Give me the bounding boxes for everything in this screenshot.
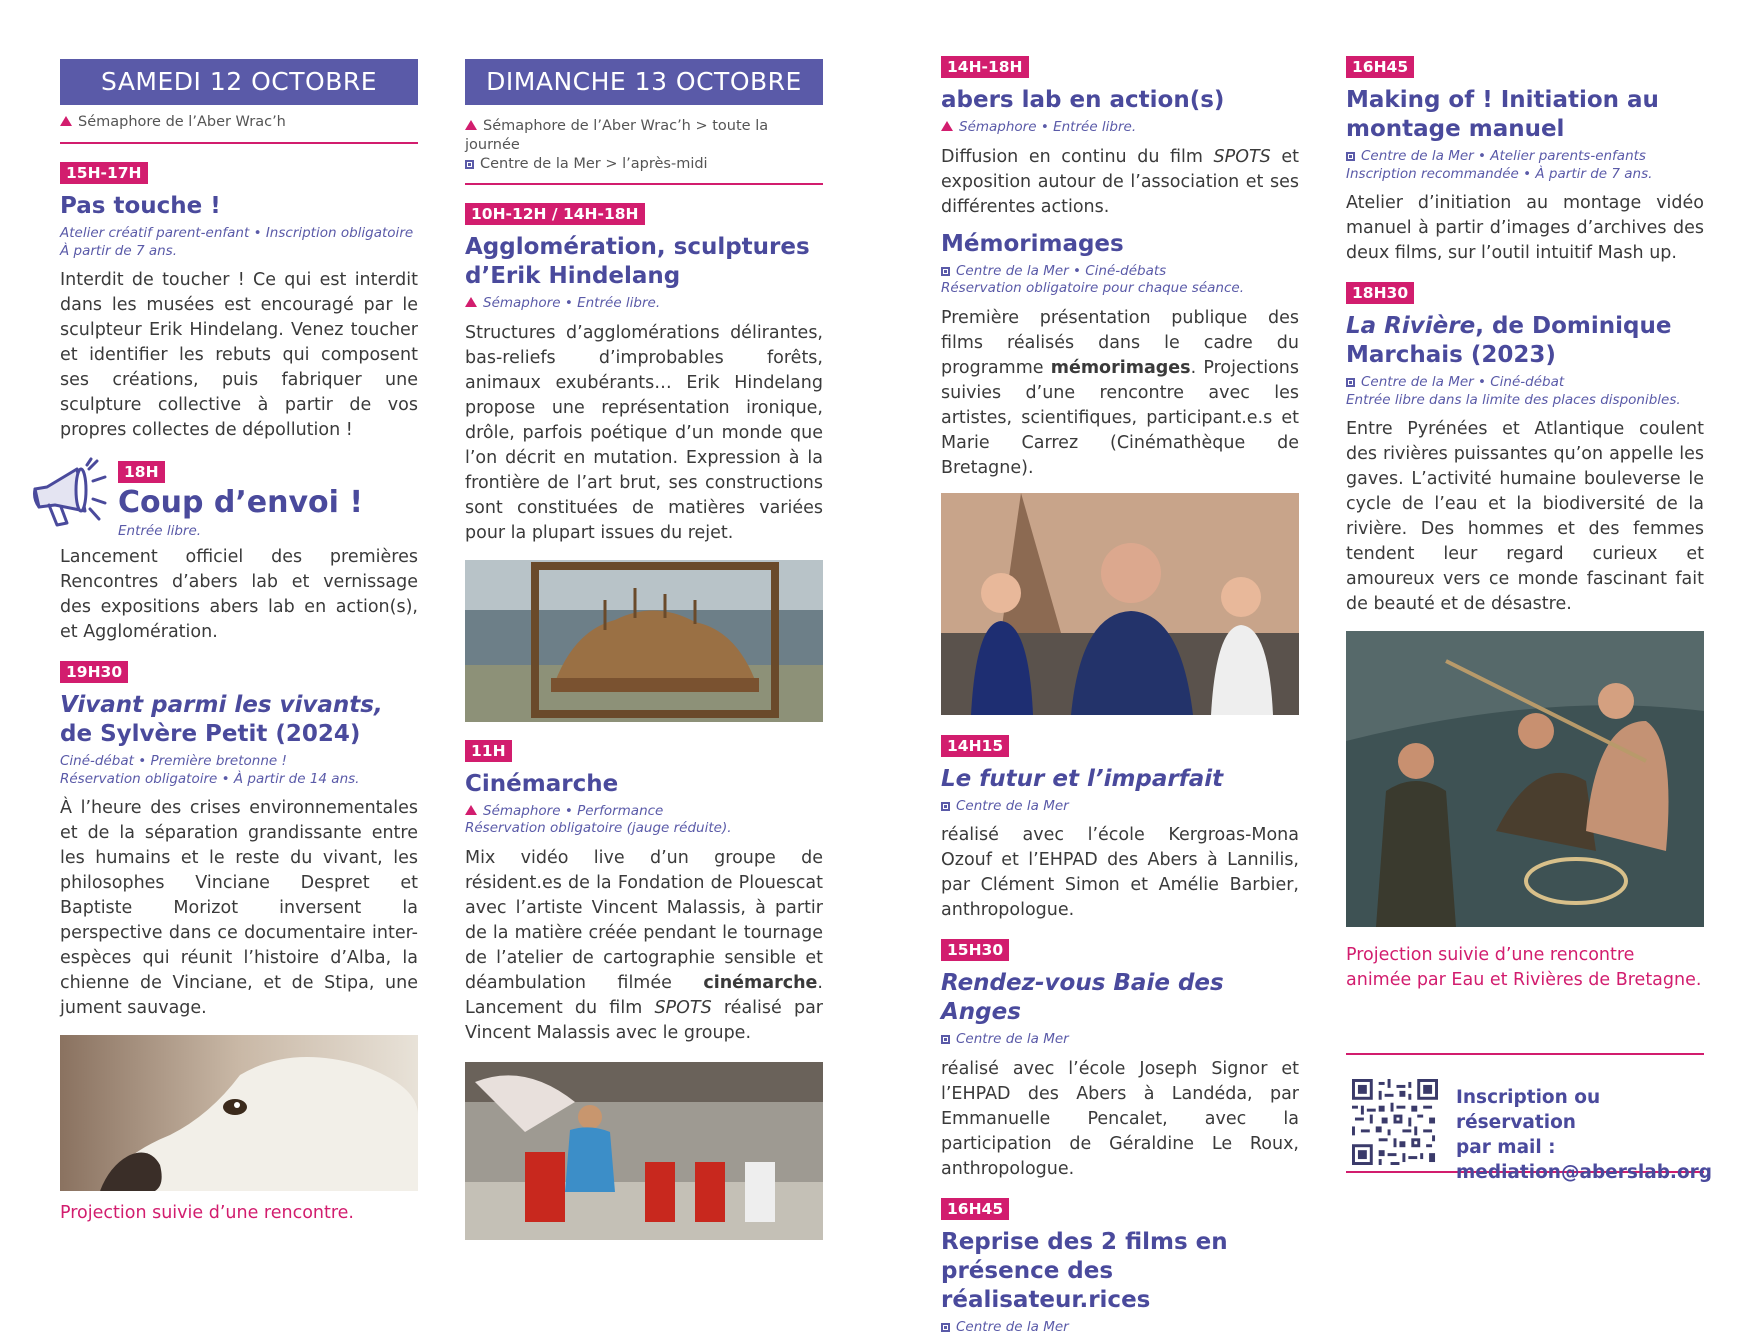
event-description: Entre Pyrénées et Atlantique coulent des rivières puissantes qu’on appelle les gaves. L’activité humaine bouleverse le cycle de l’eau et la biodiversité de la rivière. Des hommes et des femmes tendent leur regard curieux et amoureux vers ce monde fascinant fait de beauté et de désastre. [1346, 417, 1704, 617]
event-reprise [941, 1198, 1299, 1336]
event-title: Mémorimages [941, 230, 1299, 259]
email-link[interactable]: mediation@aberslab.org [1456, 1160, 1712, 1185]
time-tag: 10H-12H / 14H-18H [465, 203, 645, 225]
event-title: Rendez-vous Baie des Anges [941, 969, 1299, 1027]
square-marker-icon [941, 1035, 950, 1044]
event-title: Marchais (2023) [1346, 341, 1704, 370]
event-description: Structures d’agglomérations délirantes, bas-reliefs d’improbables forêts, animaux exubérants… Erik Hindelang propose une représentation ironique, drôle, parfois poétique d’un monde que l’on décrit en mutation. Expression à la frontière de l’art brut, ses constructions sont constituées de matières variées pour la plupart issues du rejet. [465, 321, 823, 546]
triangle-marker-icon [465, 297, 477, 307]
triangle-marker-icon [60, 116, 72, 126]
event-cinemarche [465, 740, 823, 1046]
event-title-director: de Sylvère Petit (2024) [60, 720, 418, 749]
sculpture-image [465, 560, 823, 722]
event-futur-imparfait [941, 735, 1299, 924]
square-marker-icon [941, 802, 950, 811]
time-tag: 16H45 [1346, 56, 1414, 78]
event-title: montage manuel [1346, 115, 1704, 144]
event-title: Vivant parmi les vivants, [60, 691, 418, 720]
riviere-photo [1346, 631, 1704, 927]
event-info: Sémaphore • Entrée libre. [465, 295, 823, 313]
square-marker-icon [941, 1323, 950, 1332]
qr-code-icon[interactable] [1352, 1079, 1438, 1165]
time-tag: 16H45 [941, 1198, 1009, 1220]
event-description: Lancement officiel des premières Rencontres d’abers lab et vernissage des expositions abers lab en action(s), et Agglomération. [60, 545, 418, 645]
event-description: Première présentation publique des films réalisés dans le cadre du programme mémorimages. Projections suivies d’une rencontre avec les artistes, scientifiques, participant.e.s et Marie Carrez (Cinémathèque de Bretagne). [941, 306, 1299, 481]
event-info: Entrée libre dans la limite des places disponibles. [1346, 392, 1704, 410]
column-sunday-2 [941, 0, 1299, 1336]
event-title: Making of ! Initiation au [1346, 86, 1704, 115]
event-info: Réservation obligatoire • À partir de 14 ans. [60, 771, 418, 789]
venue-line: Centre de la Mer > l’après-midi [465, 155, 823, 174]
event-agglomeration [465, 203, 823, 546]
day-header: DIMANCHE 13 OCTOBRE [465, 59, 823, 105]
cinemarche-photo [465, 1062, 823, 1240]
time-tag: 14H15 [941, 735, 1009, 757]
event-info: Réservation obligatoire (jauge réduite). [465, 820, 823, 838]
memorimages-photo [941, 493, 1299, 715]
divider [60, 142, 418, 144]
triangle-marker-icon [941, 121, 953, 131]
event-making-of [1346, 56, 1704, 266]
square-marker-icon [465, 160, 474, 169]
riviere-image [1346, 631, 1704, 927]
event-la-riviere [1346, 282, 1704, 617]
triangle-marker-icon [465, 805, 477, 815]
event-note: Projection suivie d’une rencontre. [60, 1201, 418, 1226]
divider [465, 183, 823, 185]
event-title: Cinémarche [465, 770, 823, 799]
contact-text: Inscription ou réservation par mail : mediation@aberslab.org [1456, 1085, 1712, 1185]
event-description: réalisé avec l’école Joseph Signor et l’EHPAD des Abers à Landéda, par Emmanuelle Pencalet, avec la participation de Géraldine Le Roux, anthropologue. [941, 1057, 1299, 1182]
event-title: La Rivière, de Dominique [1346, 312, 1704, 341]
event-coup-envoi-header [60, 461, 418, 541]
event-info: À partir de 7 ans. [60, 243, 418, 261]
event-info: Atelier créatif parent-enfant • Inscription obligatoire [60, 225, 418, 243]
event-title: Agglomération, sculptures [465, 233, 823, 262]
event-note: Projection suivie d’une rencontre animée par Eau et Rivières de Bretagne. [1346, 943, 1704, 993]
venue-line: Sémaphore de l’Aber Wrac’h [60, 113, 418, 132]
column-saturday [60, 0, 418, 1226]
square-marker-icon [1346, 152, 1355, 161]
event-rendez-vous [941, 939, 1299, 1182]
event-description: Atelier d’initiation au montage vidéo manuel à partir d’images d’archives des deux films, sur l’outil intuitif Mash up. [1346, 191, 1704, 266]
triangle-marker-icon [465, 120, 477, 130]
event-title: Pas touche ! [60, 192, 418, 221]
event-pas-touche [60, 162, 418, 443]
event-abers-lab [941, 56, 1299, 220]
event-info: Centre de la Mer • Atelier parents-enfants [1346, 148, 1704, 166]
event-info: Centre de la Mer • Ciné-débat [1346, 374, 1704, 392]
event-info: Sémaphore • Entrée libre. [941, 119, 1299, 137]
square-marker-icon [1346, 378, 1355, 387]
event-info: Entrée libre. [118, 523, 201, 541]
column-sunday [465, 0, 823, 1240]
venue-line: Sémaphore de l’Aber Wrac’h > toute la journée [465, 117, 823, 155]
event-vivant [60, 661, 418, 1021]
event-info: Inscription recommandée • À partir de 7 ans. [1346, 166, 1704, 184]
event-title: Le futur et l’imparfait [941, 765, 1299, 794]
column-sunday-3 [1346, 0, 1704, 1173]
megaphone-icon [25, 455, 115, 535]
event-title: abers lab en action(s) [941, 86, 1299, 115]
event-info: Centre de la Mer [941, 798, 1299, 816]
sculpture-photo [465, 560, 823, 722]
memorimages-image [941, 493, 1299, 715]
time-tag: 18H [118, 461, 165, 483]
event-memorimages [941, 230, 1299, 481]
event-title: Coup d’envoi ! [118, 485, 363, 521]
day-header: SAMEDI 12 OCTOBRE [60, 59, 418, 105]
time-tag: 15H-17H [60, 162, 148, 184]
time-tag: 18H30 [1346, 282, 1414, 304]
cinemarche-image [465, 1062, 823, 1240]
event-info: Sémaphore • Performance [465, 803, 823, 821]
event-info: Centre de la Mer [941, 1031, 1299, 1049]
time-tag: 11H [465, 740, 512, 762]
contact-block [1346, 1055, 1704, 1171]
time-tag: 15H30 [941, 939, 1009, 961]
event-info: Centre de la Mer [941, 1319, 1299, 1336]
event-title: présence des réalisateur.rices [941, 1257, 1299, 1315]
event-title: Reprise des 2 films en [941, 1228, 1299, 1257]
event-info: Centre de la Mer • Ciné-débats [941, 263, 1299, 281]
square-marker-icon [941, 267, 950, 276]
event-info: Ciné-débat • Première bretonne ! [60, 753, 418, 771]
event-description: réalisé avec l’école Kergroas-Mona Ozouf et l’EHPAD des Abers à Lannilis, par Clément Simon et Amélie Barbier, anthropologue. [941, 823, 1299, 923]
event-description: À l’heure des crises environnementales et de la séparation grandissante entre les humains et le reste du vivant, les philosophes Vinciane Despret et Baptiste Morizot inversent la perspective dans ce documentaire inter-espèces qui réunit l’histoire d’Alba, la chienne de Vinciane, et de Stipa, une jument sauvage. [60, 796, 418, 1021]
time-tag: 19H30 [60, 661, 128, 683]
dog-photo [60, 1035, 418, 1191]
event-info: Réservation obligatoire pour chaque séance. [941, 280, 1299, 298]
event-description: Diffusion en continu du film SPOTS et exposition autour de l’association et ses différentes actions. [941, 145, 1299, 220]
time-tag: 14H-18H [941, 56, 1029, 78]
dog-image [60, 1035, 418, 1191]
event-description: Mix vidéo live d’un groupe de résident.es de la Fondation de Plouescat avec l’artiste Vincent Malassis, à partir de la matière créée pendant le tournage de l’atelier de cartographie sensible et déambulation filmée cinémarche. Lancement du film SPOTS réalisé par Vincent Malassis avec le groupe. [465, 846, 823, 1046]
event-description: Interdit de toucher ! Ce qui est interdit dans les musées est encouragé par le sculpteur Erik Hindelang. Venez toucher et identifier les rebuts qui composent ses créations, puis fabriquer une sculpture collective à partir de vos propres collectes de dépollution ! [60, 268, 418, 443]
event-title: d’Erik Hindelang [465, 262, 823, 291]
